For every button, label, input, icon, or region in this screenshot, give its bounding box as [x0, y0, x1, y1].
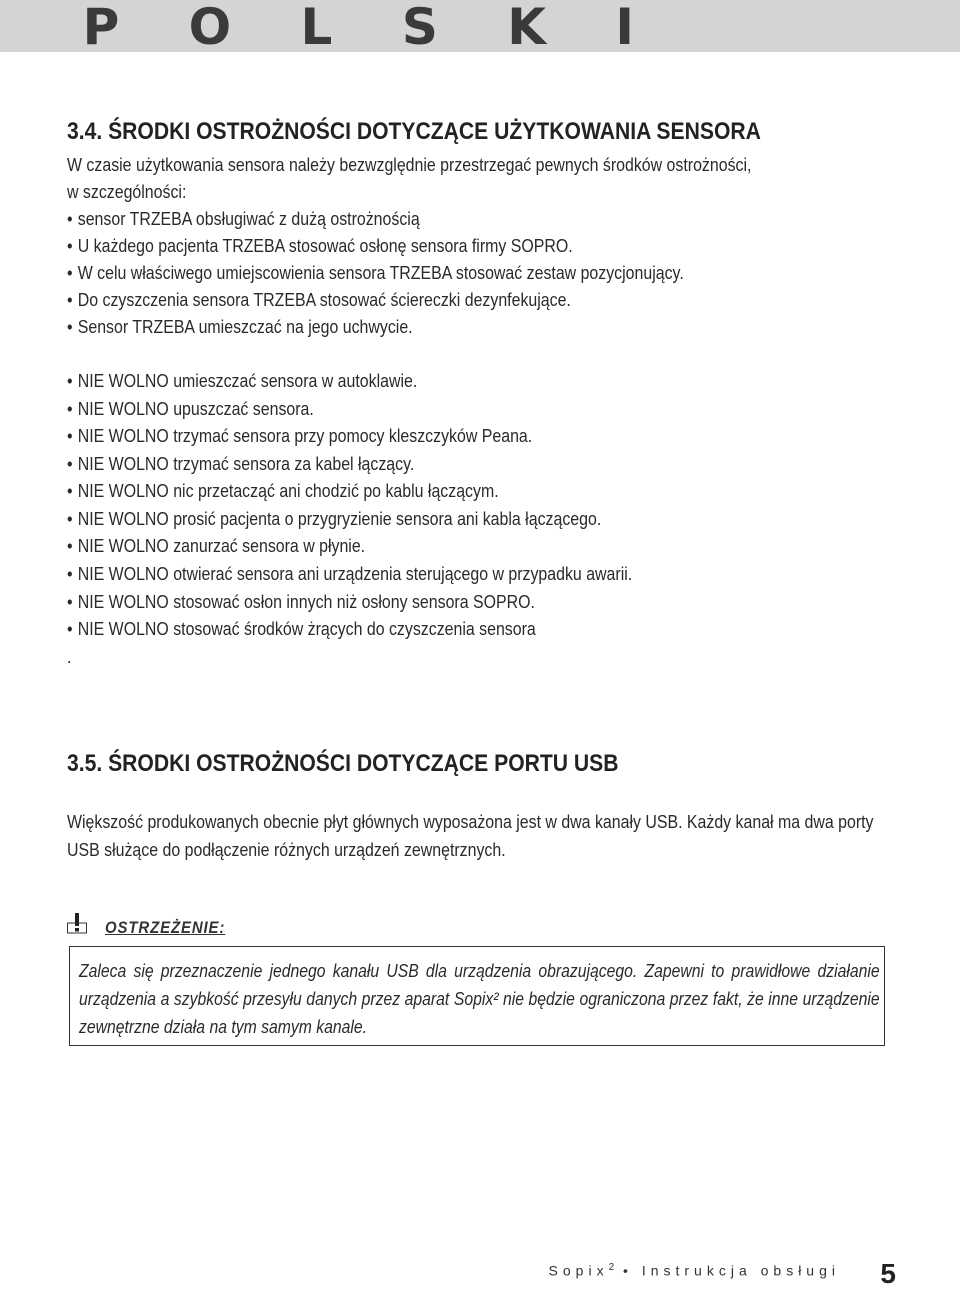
bullet-dot: •: [67, 480, 73, 501]
bullet-dot: •: [67, 453, 73, 474]
bullet-dot: •: [67, 370, 73, 391]
bullet-dot: •: [67, 591, 73, 612]
intro-text-line: w szczególności:: [67, 181, 187, 202]
bullet-dot: •: [67, 618, 73, 639]
footer-separator: •: [623, 1262, 633, 1279]
bullet-text: Sensor TRZEBA umieszczać na jego uchwycie.: [77, 316, 413, 337]
prohibition-text: NIE WOLNO trzymać sensora przy pomocy kleszczyków Peana.: [77, 425, 533, 446]
bullet-dot: •: [67, 235, 73, 256]
prohibition-item: [67, 398, 314, 420]
bullet-text: U każdego pacjenta TRZEBA stosować osłonę sensora firmy SOPRO.: [77, 235, 573, 256]
bullet-dot: •: [67, 316, 73, 337]
prohibition-text: NIE WOLNO otwierać sensora ani urządzenia sterującego w przypadku awarii.: [77, 563, 633, 584]
prohibition-text: NIE WOLNO stosować środków żrących do czyszczenia sensora: [77, 618, 536, 639]
usb-paragraph-line: USB służące do podłączenie różnych urządzeń zewnętrznych.: [67, 839, 506, 860]
footer-product-sup: 2: [608, 1262, 615, 1273]
header-band: [0, 0, 960, 56]
bullet-item: [67, 235, 573, 257]
bullet-dot: •: [67, 262, 73, 283]
warning-exclamation-icon: [67, 912, 87, 934]
prohibition-text: NIE WOLNO trzymać sensora za kabel łączący.: [77, 453, 415, 474]
bullet-dot: •: [67, 289, 73, 310]
page-language-title: P O L S K I: [82, 0, 660, 56]
prohibition-text: NIE WOLNO stosować osłon innych niż osłony sensora SOPRO.: [77, 591, 535, 612]
bullet-item: [67, 289, 571, 311]
page-number: 5: [880, 1258, 896, 1289]
prohibition-text: NIE WOLNO zanurzać sensora w płynie.: [77, 535, 366, 556]
prohibition-item: [67, 480, 499, 502]
warning-box: [69, 946, 885, 1046]
bullet-text: sensor TRZEBA obsługiwać z dużą ostrożnością: [77, 208, 420, 229]
bullet-dot: •: [67, 208, 73, 229]
section-heading-usb: 3.5. ŚRODKI OSTROŻNOŚCI DOTYCZĄCE PORTU USB: [67, 750, 619, 777]
warning-label: OSTRZEŻENIE:: [105, 918, 226, 937]
prohibition-text: NIE WOLNO upuszczać sensora.: [77, 398, 314, 419]
warning-text: Zaleca się przeznaczenie jednego kanału USB dla urządzenia obrazującego. Zapewni to prawidłowe działanie urządzenia a szybkość przesyłu danych przez aparat Sopix² nie będzie ograniczona przez fakt, że inne urządzenie zewnętrzne działa na tym samym kanale.: [79, 961, 880, 1037]
prohibition-item: [67, 618, 536, 640]
intro-text-line: W czasie użytkowania sensora należy bezwzględnie przestrzegać pewnych środków ostrożności,: [67, 154, 752, 175]
prohibition-item: [67, 370, 417, 392]
bullet-item: [67, 262, 684, 284]
prohibition-item: [67, 591, 535, 613]
bullet-dot: •: [67, 508, 73, 529]
prohibition-item: [67, 425, 532, 447]
bullet-item: [67, 316, 413, 338]
section-heading-sensor: 3.4. ŚRODKI OSTROŻNOŚCI DOTYCZĄCE UŻYTKOWANIA SENSORA: [67, 118, 761, 145]
bullet-dot: •: [67, 398, 73, 419]
prohibition-item: [67, 535, 365, 557]
footer-product: Sopix: [548, 1262, 609, 1279]
bullet-text: W celu właściwego umiejscowienia sensora TRZEBA stosować zestaw pozycjonujący.: [77, 262, 684, 283]
bullet-dot: •: [67, 425, 73, 446]
prohibition-item: [67, 563, 632, 585]
footer-doc-title: [549, 1262, 840, 1279]
bullet-text: Do czyszczenia sensora TRZEBA stosować ściereczki dezynfekujące.: [77, 289, 571, 310]
usb-paragraph-line: Większość produkowanych obecnie płyt głównych wyposażona jest w dwa kanały USB. Każdy kanał ma dwa porty: [67, 811, 874, 832]
prohibition-text: NIE WOLNO umieszczać sensora w autoklawie.: [77, 370, 418, 391]
prohibition-text: NIE WOLNO prosić pacjenta o przygryzienie sensora ani kabla łączącego.: [77, 508, 602, 529]
prohibition-item: [67, 508, 601, 530]
prohibition-item: [67, 453, 414, 475]
footer-subtitle: Instrukcja obsługi: [641, 1262, 840, 1279]
prohibition-text: NIE WOLNO nic przetacząć ani chodzić po kablu łączącym.: [77, 480, 499, 501]
bullet-item: [67, 208, 420, 230]
bullet-dot: •: [67, 535, 73, 556]
bullet-dot: •: [67, 563, 73, 584]
trailing-dot: .: [67, 646, 72, 667]
